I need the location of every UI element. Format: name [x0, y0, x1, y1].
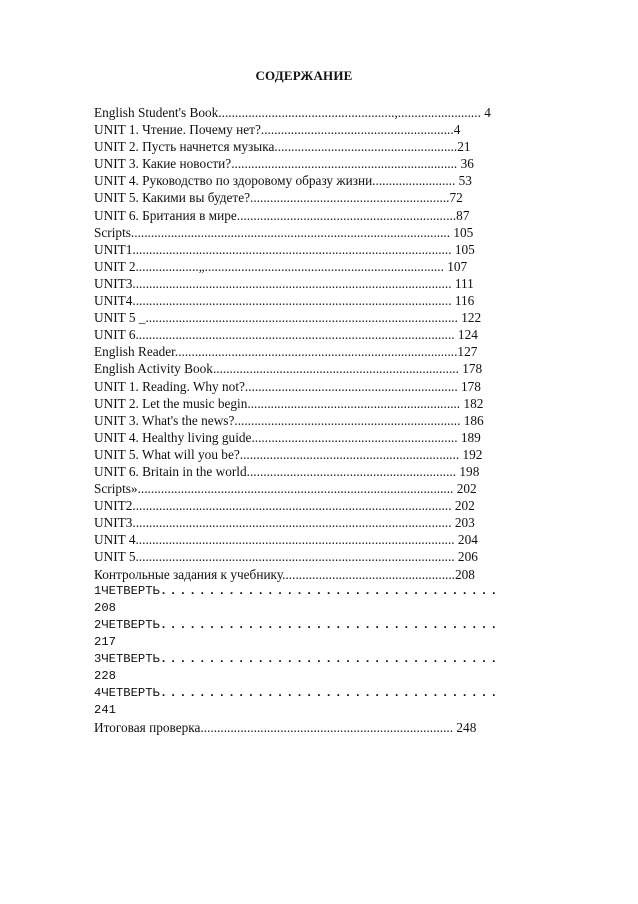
toc-entry: UNIT 4................................................................................................ 204 [94, 532, 478, 548]
toc-entry: Scripts................................................................................................ 105 [94, 224, 474, 240]
quarter-page-number: 228 [94, 669, 116, 684]
toc-entry: UNIT 4. Healthy living guide.............................................................. 189 [94, 429, 481, 445]
quarter-leader: ................................... [159, 686, 500, 701]
toc-entry: UNIT 5 _.............................................................................................. 122 [94, 310, 482, 326]
toc-entry: UNIT 6................................................................................................ 124 [94, 327, 478, 343]
quarter-label: 3ЧЕТВЕРТЬ [94, 652, 160, 666]
toc-entry: UNIT3................................................................................................ 111 [94, 275, 474, 291]
toc-entry: Scripts»............................................................................................... 202 [94, 481, 477, 497]
page-title: СОДЕРЖАНИЕ [255, 68, 353, 83]
toc-entry: UNIT 3. What's the news?.................................................................... 186 [94, 412, 484, 428]
quarter-leader: ................................... [159, 617, 500, 632]
quarter-page-number: 217 [94, 634, 116, 649]
toc-entry: UNIT 5. What will you be?.................................................................. 192 [94, 446, 483, 462]
quarter-label: 4ЧЕТВЕРТЬ [94, 686, 160, 701]
quarter-page-number: 208 [94, 600, 116, 615]
quarter-label: 1ЧЕТВЕРТЬ [94, 583, 160, 598]
toc-entry: UNIT 6. Britain in the world............................................................... 198 [94, 463, 480, 479]
toc-entry: UNIT 1. Чтение. Почему нет?..........................................................4 [94, 122, 461, 138]
toc-entry: UNIT4................................................................................................ 116 [94, 293, 475, 309]
toc-quarter-entry [94, 685, 542, 702]
quarter-leader: ................................... [159, 652, 500, 666]
quarter-page-number: 241 [94, 703, 116, 718]
toc-entry: UNIT1................................................................................................ 105 [94, 241, 475, 257]
quarter-leader: ................................... [159, 583, 500, 598]
toc-entry: UNIT 5................................................................................................ 206 [94, 549, 478, 565]
toc-entry: UNIT 3. Какие новости?.................................................................... 36 [94, 156, 474, 172]
quarter-label: 2ЧЕТВЕРТЬ [94, 617, 160, 632]
toc-entry: UNIT2................................................................................................ 202 [94, 498, 475, 514]
table-of-contents [94, 104, 542, 736]
toc-final-entry: Итоговая проверка............................................................................ 248 [94, 720, 477, 736]
toc-entry: UNIT 1. Reading. Why not?................................................................ 178 [94, 378, 481, 394]
toc-entry: UNIT 2...................„........................................................................ 107 [94, 258, 468, 274]
toc-entry: UNIT 5. Какими вы будете?............................................................72 [94, 190, 463, 206]
toc-quarter-entry [94, 617, 542, 634]
toc-entry: Контрольные задания к учебнику....................................................208 [94, 566, 475, 582]
toc-entry: English Student's Book.....................................................,......................... 4 [94, 105, 491, 120]
toc-entry: English Reader.....................................................................................127 [94, 344, 478, 360]
toc-entry: UNIT3................................................................................................ 203 [94, 515, 475, 531]
toc-entry: UNIT 4. Руководство по здоровому образу жизни......................... 53 [94, 173, 472, 189]
toc-entry: UNIT 2. Let the music begin................................................................ 182 [94, 395, 484, 411]
toc-entry: UNIT 6. Британия в мире..................................................................87 [94, 207, 470, 223]
toc-quarter-entry [94, 651, 542, 668]
toc-entry: UNIT 2. Пусть начнется музыка.......................................................21 [94, 139, 471, 155]
toc-quarter-entry [94, 583, 542, 600]
toc-entry: English Activity Book.......................................................................... 178 [94, 361, 483, 377]
